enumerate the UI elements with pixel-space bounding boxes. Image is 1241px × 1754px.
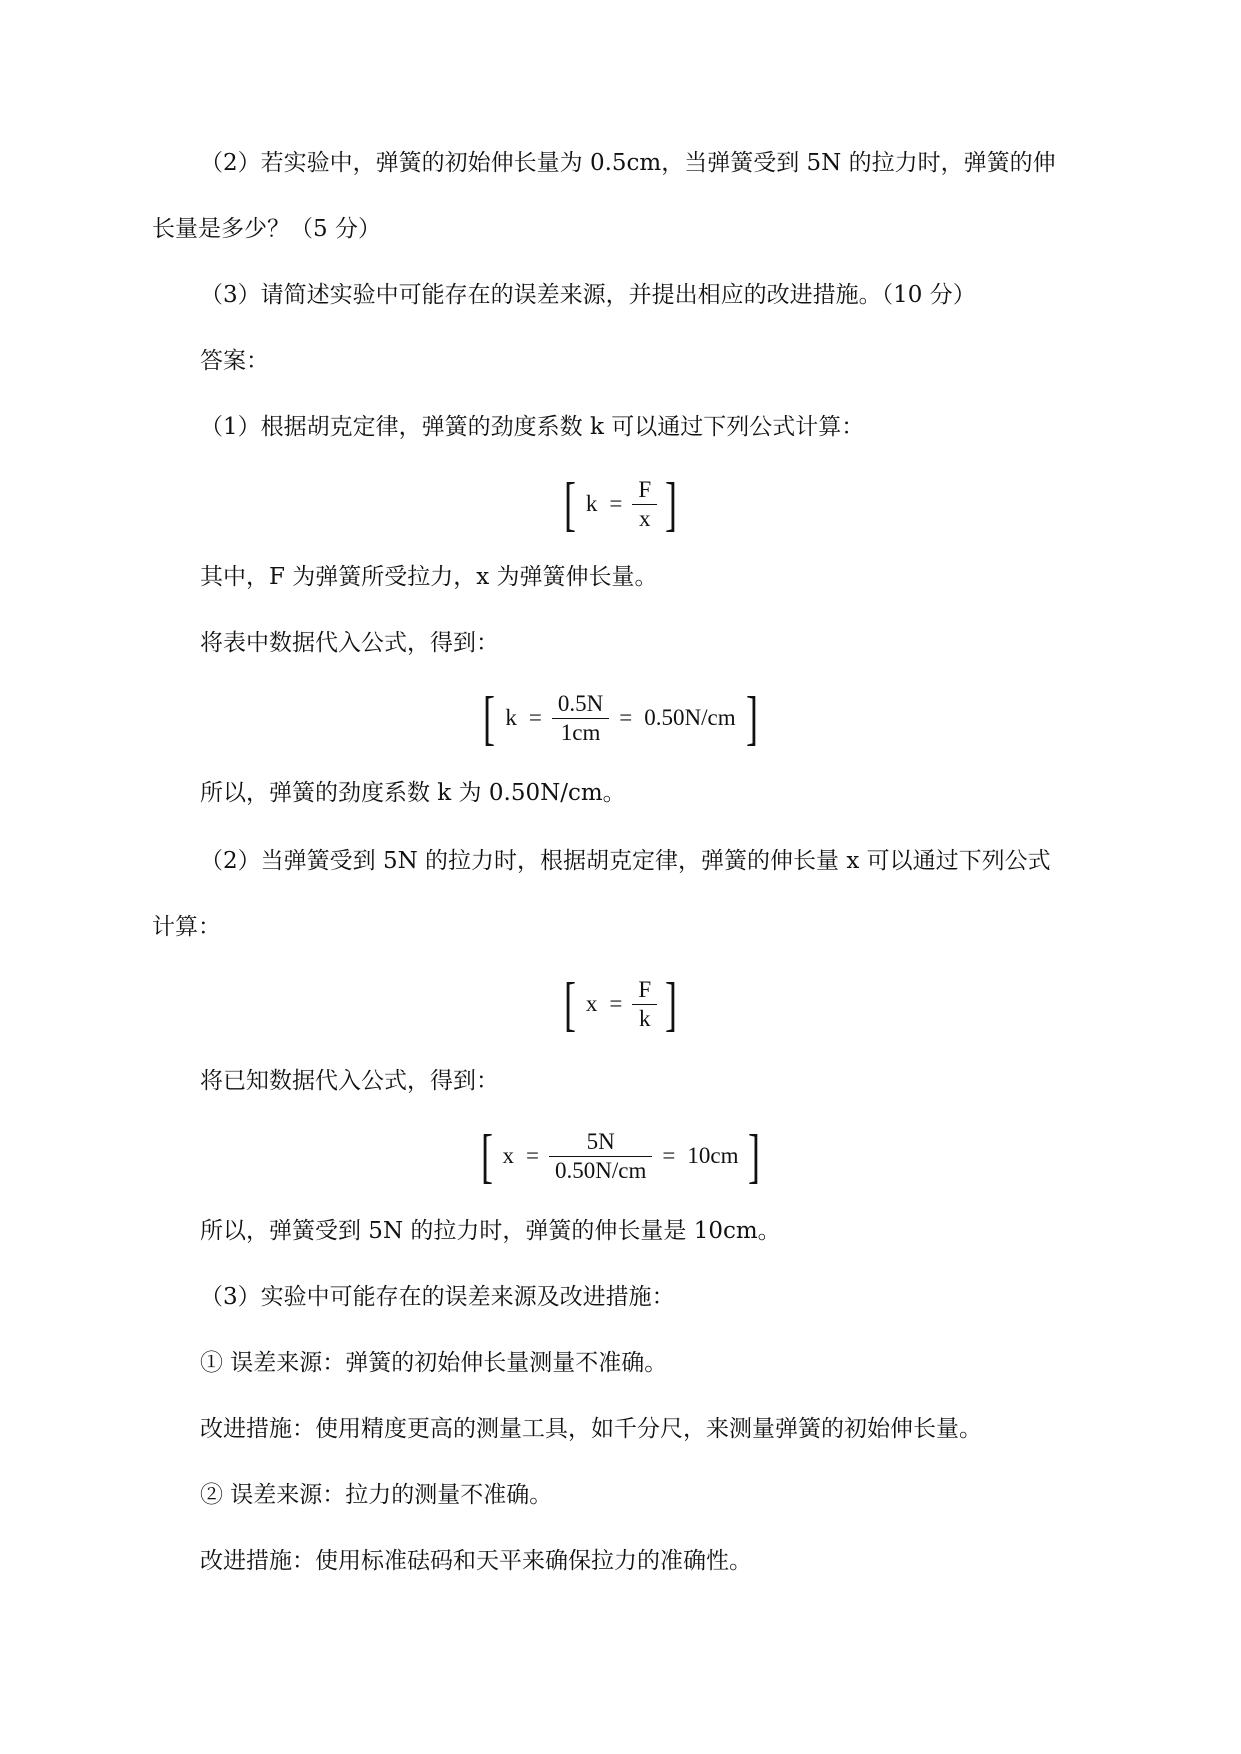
right-bracket: ] [748, 1123, 761, 1189]
formula-result: 10cm [687, 1143, 739, 1168]
formula-fraction [552, 690, 609, 747]
formula-fraction [632, 476, 657, 533]
answer-1-result: 所以，弹簧的劲度系数 k 为 0.50N/cm。 [200, 780, 626, 806]
error-source-2: ② 误差来源：拉力的测量不准确。 [200, 1482, 553, 1508]
answer-2-result: 所以，弹簧受到 5N 的拉力时，弹簧的伸长量是 10cm。 [200, 1218, 781, 1244]
error-source-1: ① 误差来源：弹簧的初始伸长量测量不准确。 [200, 1350, 668, 1376]
fraction-denominator: x [638, 505, 651, 531]
answer-1-where: 其中，F 为弹簧所受拉力，x 为弹簧伸长量。 [200, 564, 658, 590]
formula-lhs: k [585, 491, 598, 516]
answer-1-intro: （1）根据胡克定律，弹簧的劲度系数 k 可以通过下列公式计算： [200, 414, 865, 440]
formula-fraction [632, 976, 657, 1033]
improvement-1: 改进措施：使用精度更高的测量工具，如千分尺，来测量弹簧的初始伸长量。 [200, 1416, 982, 1442]
fraction-numerator: 5N [586, 1128, 615, 1154]
fraction-numerator: F [638, 976, 652, 1002]
answer-1-substitute: 将表中数据代入公式，得到： [200, 630, 499, 656]
formula-operator: = [609, 491, 623, 516]
right-bracket: ] [745, 685, 758, 751]
formula-k-equals-f-over-x [0, 471, 1241, 537]
formula-operator-2: = [662, 1143, 676, 1168]
formula-fraction [549, 1128, 652, 1185]
fraction-numerator: F [638, 476, 652, 502]
formula-operator: = [526, 1143, 540, 1168]
left-bracket: [ [563, 971, 576, 1037]
question-2-line-2: 长量是多少？（5 分） [152, 216, 381, 242]
formula-lhs: x [585, 991, 598, 1016]
question-3: （3）请简述实验中可能存在的误差来源，并提出相应的改进措施。（10 分） [200, 282, 976, 308]
fraction-denominator: k [638, 1005, 651, 1031]
improvement-2: 改进措施：使用标准砝码和天平来确保拉力的准确性。 [200, 1548, 752, 1574]
right-bracket: ] [665, 971, 678, 1037]
formula-k-substituted [0, 685, 1241, 751]
formula-x-substituted [0, 1123, 1241, 1189]
formula-operator-2: = [619, 705, 633, 730]
answer-3-intro: （3）实验中可能存在的误差来源及改进措施： [200, 1284, 675, 1310]
answer-label: 答案： [200, 348, 269, 374]
left-bracket: [ [563, 471, 576, 537]
fraction-denominator: 1cm [560, 719, 601, 745]
formula-result: 0.50N/cm [644, 705, 736, 730]
answer-2-line-1: （2）当弹簧受到 5N 的拉力时，根据胡克定律，弹簧的伸长量 x 可以通过下列公式 [200, 848, 1051, 874]
fraction-denominator: 0.50N/cm [555, 1157, 647, 1183]
formula-x-equals-f-over-k [0, 971, 1241, 1037]
left-bracket: [ [483, 685, 496, 751]
answer-2-line-2: 计算： [152, 914, 221, 940]
formula-lhs: k [505, 705, 517, 730]
formula-operator: = [528, 705, 542, 730]
right-bracket: ] [665, 471, 678, 537]
question-2-line-1: （2）若实验中，弹簧的初始伸长量为 0.5cm，当弹簧受到 5N 的拉力时，弹簧的伸 [200, 150, 1056, 176]
answer-2-substitute: 将已知数据代入公式，得到： [200, 1068, 499, 1094]
fraction-numerator: 0.5N [557, 690, 604, 716]
formula-operator: = [609, 991, 623, 1016]
formula-lhs: x [502, 1143, 515, 1168]
left-bracket: [ [480, 1123, 493, 1189]
